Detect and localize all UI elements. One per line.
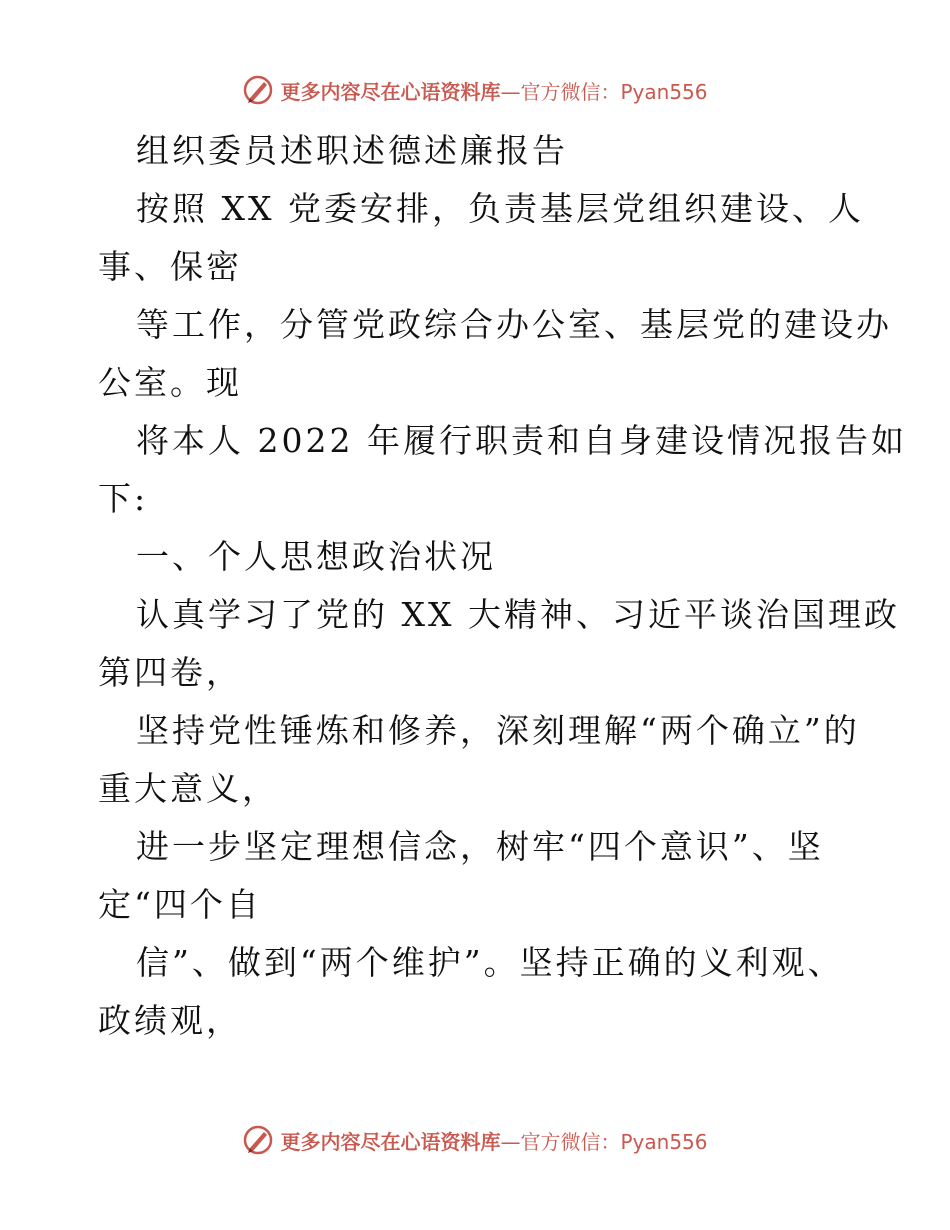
paragraph-line: 信”、做到“两个维护”。坚持正确的义利观、 — [136, 943, 844, 982]
paragraph-line: 定“四个自 — [98, 885, 262, 924]
banner-wechat-label: 官方微信： — [520, 79, 621, 104]
paragraph-line: 坚持党性锤炼和修养，深刻理解“两个确立”的 — [136, 711, 860, 750]
paragraph-line: 将本人 2022 年履行职责和自身建设情况报告如 — [136, 421, 907, 460]
paragraph-line: 下: — [98, 479, 149, 518]
paragraph-line: 政绩观， — [98, 1001, 242, 1040]
header-watermark-banner — [0, 70, 950, 110]
pen-logo-icon — [242, 74, 274, 106]
banner-wechat-id: Pyan556 — [620, 79, 708, 104]
banner-lead-text: 更多内容尽在心语资料库 — [280, 79, 501, 104]
paragraph-line: 认真学习了党的 XX 大精神、习近平谈治国理政 — [136, 595, 900, 634]
banner-wechat-label: 官方微信： — [520, 1129, 621, 1154]
paragraph-line: 公室。现 — [98, 363, 242, 402]
banner-text — [280, 1126, 707, 1155]
section-heading: 一、个人思想政治状况 — [136, 537, 496, 576]
banner-dash: — — [500, 79, 521, 104]
banner-lead-text: 更多内容尽在心语资料库 — [280, 1129, 501, 1154]
footer-watermark-banner — [0, 1120, 950, 1160]
paragraph-line: 等工作，分管党政综合办公室、基层党的建设办 — [136, 305, 892, 344]
document-body — [98, 122, 907, 1050]
pen-logo-icon — [242, 1124, 274, 1156]
paragraph-line: 事、保密 — [98, 247, 242, 286]
paragraph-line: 重大意义， — [98, 769, 278, 808]
paragraph-line: 第四卷， — [98, 653, 242, 692]
paragraph-line: 按照 XX 党委安排，负责基层党组织建设、人 — [136, 189, 864, 228]
banner-dash: — — [500, 1129, 521, 1154]
document-title: 组织委员述职述德述廉报告 — [136, 131, 568, 170]
paragraph-line: 进一步坚定理想信念，树牢“四个意识”、坚 — [136, 827, 824, 866]
banner-wechat-id: Pyan556 — [620, 1129, 708, 1154]
banner-text — [280, 76, 707, 105]
